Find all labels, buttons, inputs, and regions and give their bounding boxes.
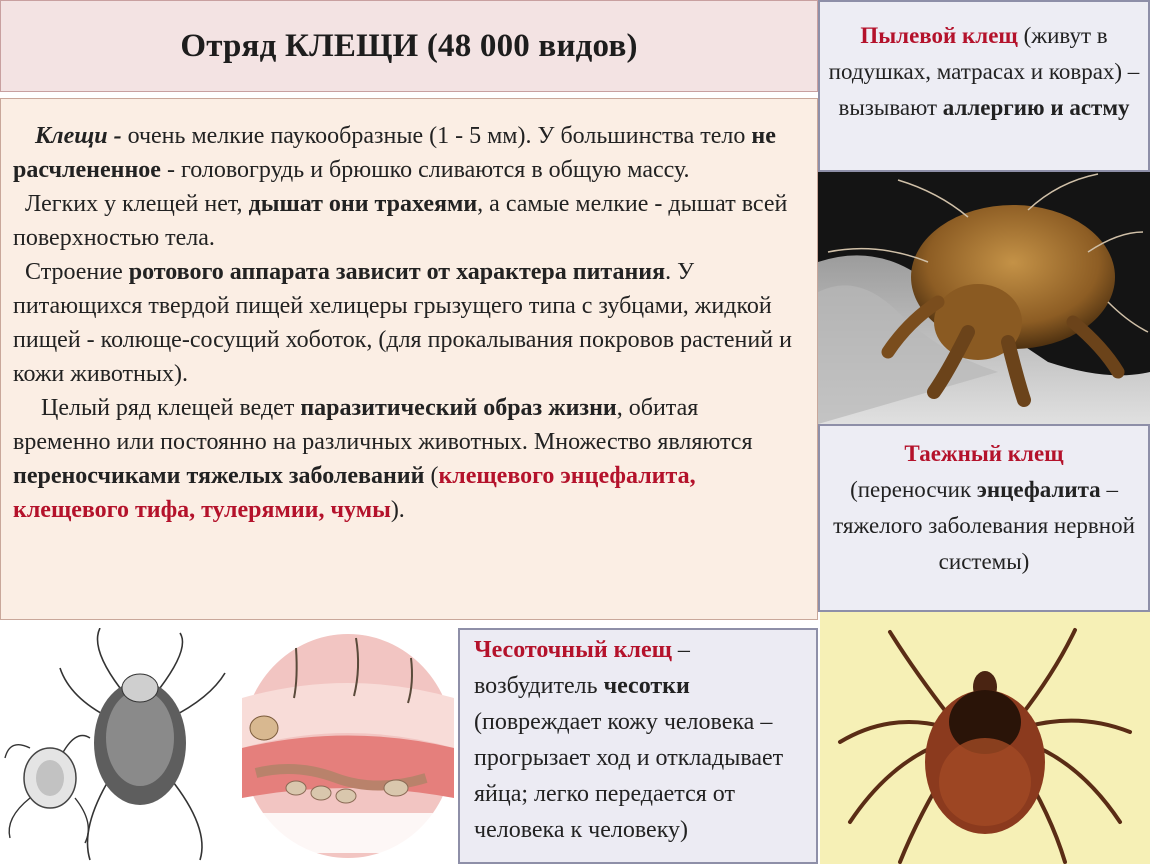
dust-mite-photo bbox=[818, 172, 1150, 424]
paragraph-mouthparts: Строение ротового аппарата зависит от характера питания. У питающихся твердой пищей хелицеры грызущего типа с зубцами, жидкой пищей - колюще-сосущий хоботок, (для прокалывания покровов растений и кожи животных). bbox=[13, 259, 792, 387]
paragraph-parasitism: Целый ряд клещей ведет паразитический образ жизни, обитая временно или постоянно на различных животных. Множество являются переносчиками тяжелых заболеваний (клещевого энцефалита, клещевого тифа, тулерямии, чумы). bbox=[13, 395, 753, 523]
taiga-tick-photo bbox=[820, 612, 1150, 864]
dust-mite-caption: Пылевой клещ (живут в подушках, матрасах и коврах) – вызывают аллергию и астму bbox=[818, 0, 1150, 172]
disease-list: клещевого энцефалита, клещевого тифа, тулерямии, чумы bbox=[13, 463, 696, 523]
taiga-tick-caption: Таежный клещ (переносчик энцефалита – тяжелого заболевания нервной системы) bbox=[818, 424, 1150, 612]
dust-mite-name: Пылевой клещ bbox=[860, 23, 1018, 48]
title-panel bbox=[0, 0, 818, 92]
paragraph-definition: Клещи - очень мелкие паукообразные (1 - 5 мм). У большинства тело не расчлененное - головогрудь и брюшко сливаются в общую массу. bbox=[13, 123, 776, 183]
paragraph-respiration: Легких у клещей нет, дышат они трахеями, а самые мелкие - дышат всей поверхностью тела. bbox=[13, 191, 788, 251]
scabies-mite-drawing bbox=[0, 628, 236, 864]
taiga-tick-name: Таежный клещ bbox=[904, 441, 1064, 466]
skin-burrow-illustration bbox=[236, 628, 458, 864]
scabies-mite-caption: Чесоточный клещ – возбудитель чесотки (повреждает кожу человека – прогрызает ход и откладывает яйца; легко передается от человека к человеку) bbox=[458, 628, 818, 864]
page-title: Отряд КЛЕЩИ (48 000 видов) bbox=[180, 27, 638, 64]
scabies-mite-name: Чесоточный клещ bbox=[474, 637, 672, 663]
term-ticks: Клещи - bbox=[35, 123, 122, 149]
main-text-panel bbox=[0, 98, 818, 620]
